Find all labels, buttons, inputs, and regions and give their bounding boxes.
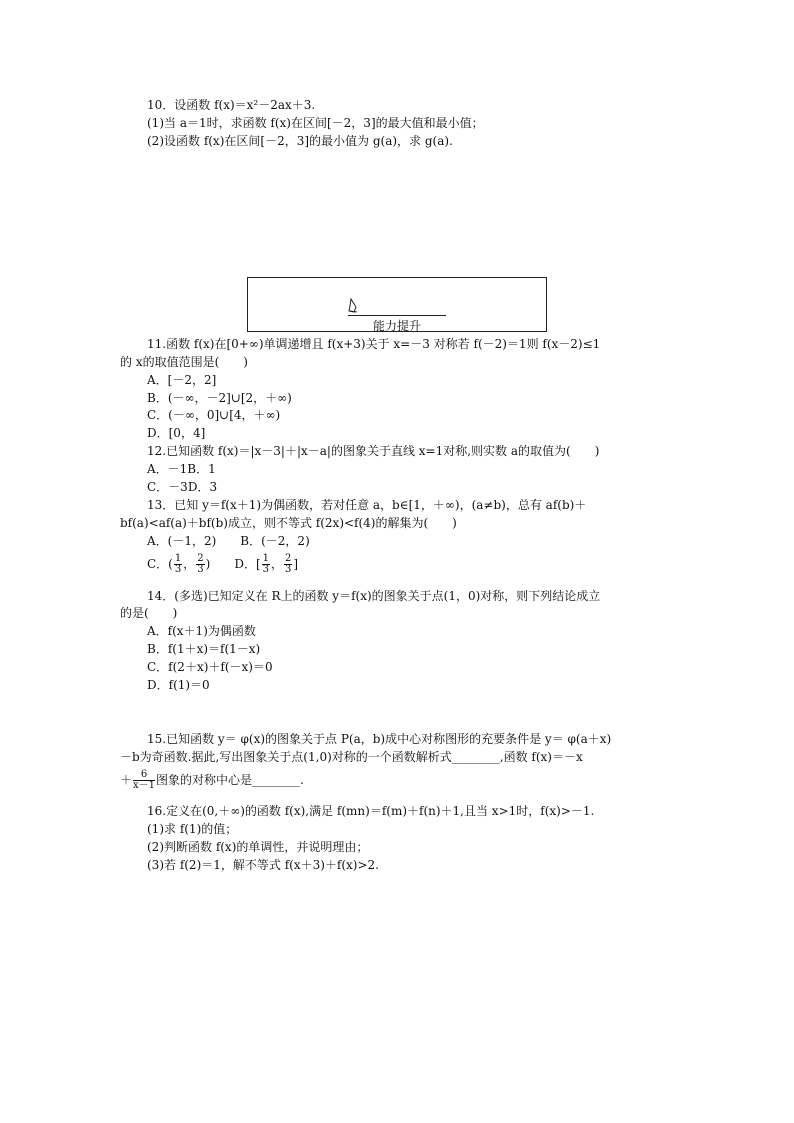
q15-stem-cont2 [120,766,304,794]
q13-stem: 13．已知 y＝f(x＋1)为偶函数，若对任意 a，b∈[1，＋∞)，(a≠b)，总有 af(b)＋ [147,498,587,512]
pen-icon [348,298,360,314]
q15-stem: 15.已知函数 y＝ φ(x)的图象关于点 P(a，b)成中心对称图形的充要条件是 y＝ φ(a＋x) [147,732,612,746]
fraction [174,554,182,575]
fraction [196,554,204,575]
fraction-numerator: 2 [285,553,292,564]
q11-option-b: B．(－∞，－2]∪[2，＋∞) [147,391,292,405]
q10-stem: 10．设函数 f(x)＝x²－2ax＋3. [147,98,316,112]
q12-stem: 12.已知函数 f(x)＝|x－3|＋|x－a|的图象关于直线 x=1对称,则实数 a的取值为( ) [147,444,600,458]
q14-stem-cont: 的是( ) [120,606,178,620]
fraction [133,770,155,791]
q11-option-d: D．[0，4] [147,426,206,440]
q13-c-prefix: C．( [147,557,173,571]
q13-options-ab: A．(－1，2) B．(－2，2) [147,534,310,548]
fraction-denominator: 3 [285,564,292,575]
q11-option-a: A．[－2，2] [147,373,217,387]
q13-stem-cont: bf(a)<af(a)＋bf(b)成立，则不等式 f(2x)<f(4)的解集为( ) [120,516,457,530]
fraction-denominator: 3 [174,564,182,575]
fraction [284,554,292,575]
fraction-numerator: 6 [133,770,155,781]
q16-part1: (1)求 f(1)的值； [147,822,238,836]
q14-option-c: C．f(2＋x)＋f(－x)＝0 [147,660,273,674]
q13-d-prefix: ) D．[ [205,557,261,571]
q13-options-cd [147,551,298,577]
q14-option-b: B．f(1＋x)＝f(1－x) [147,642,261,656]
q16-part3: (3)若 f(2)＝1，解不等式 f(x＋3)＋f(x)>2. [147,858,379,872]
fraction-denominator: 3 [262,564,270,575]
q14-option-a: A．f(x＋1)为偶函数 [147,624,256,638]
fraction [262,554,270,575]
q15-tail: 图象的对称中心是________. [156,773,304,787]
plus-sign: ＋ [120,773,133,787]
q12-options-cd: C．－3D．3 [147,480,218,494]
q16-stem: 16.定义在(0,＋∞)的函数 f(x),满足 f(mn)＝f(m)＋f(n)＋1,且当 x>1时，f(x)>－1. [147,804,595,818]
q13-d-suffix: ] [293,557,299,571]
separator: ， [183,557,196,571]
section-header-box [247,277,547,332]
section-rule [348,315,446,316]
fraction-numerator: 1 [262,553,270,564]
q16-part2: (2)判断函数 f(x)的单调性，并说明理由； [147,840,369,854]
q10-part1: (1)当 a＝1时，求函数 f(x)在区间[－2，3]的最大值和最小值； [147,116,484,130]
q11-stem-cont: 的 x的取值范围是( ) [120,355,248,369]
q12-options-ab: A．－1B．1 [147,462,216,476]
fraction-numerator: 1 [174,553,182,564]
q15-stem-cont: －b为奇函数.据此,写出图象关于点(1,0)对称的一个函数解析式________,函数 f(x)＝－x [120,750,583,764]
fraction-numerator: 2 [197,553,204,564]
q10-part2: (2)设函数 f(x)在区间[－2，3]的最小值为 g(a)，求 g(a). [147,134,453,148]
q11-option-c: C．(－∞，0]∪[4，＋∞) [147,408,281,422]
fraction-denominator: x－1 [133,780,156,791]
section-title: 能力提升 [372,319,421,333]
separator: ， [271,557,284,571]
q11-stem: 11.函数 f(x)在[0+∞)单调递增且 f(x+3)关于 x=－3 对称若 f(－2)＝1则 f(x－2)≤1 [147,337,601,351]
q14-option-d: D．f(1)＝0 [147,678,210,692]
q14-stem: 14．(多选)已知定义在 R上的函数 y＝f(x)的图象关于点(1，0)对称，则下列结论成立 [147,589,601,603]
fraction-denominator: 3 [197,564,204,575]
